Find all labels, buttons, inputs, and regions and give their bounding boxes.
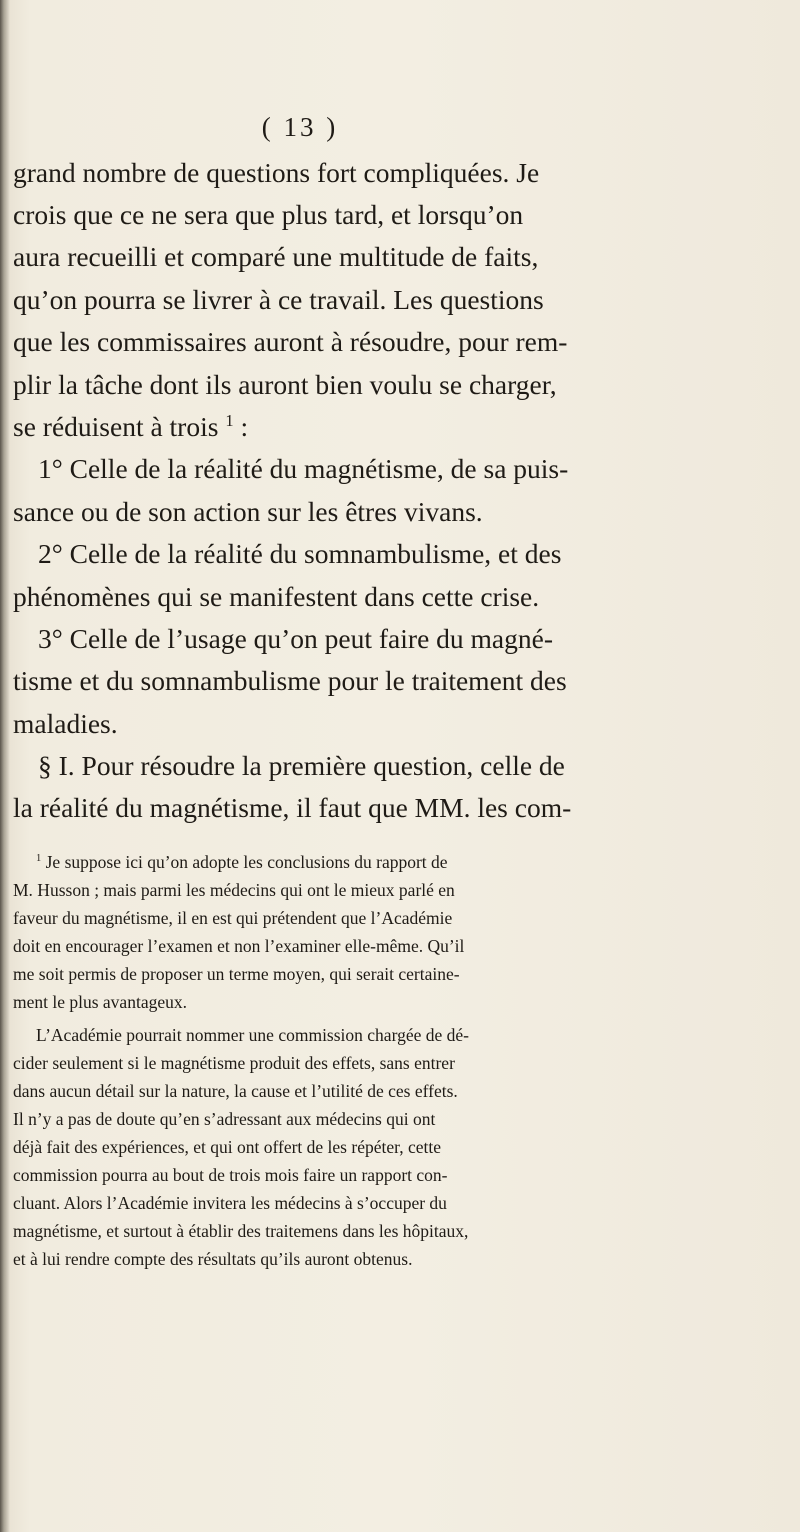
footnote-line: me soit permis de proposer un terme moyen, qui serait certaine- <box>13 964 460 984</box>
body-line: se réduisent à trois <box>13 411 219 442</box>
body-line: la réalité du magnétisme, il faut que MM. les com- <box>13 792 572 823</box>
footnote-line: commission pourra au bout de trois mois faire un rapport con- <box>13 1165 448 1185</box>
footnote-marker: 1 <box>36 853 42 865</box>
body-line: crois que ce ne sera que plus tard, et lorsqu’on <box>13 199 524 230</box>
footnote-line: L’Académie pourrait nommer une commission chargée de dé- <box>36 1025 469 1045</box>
body-line: 1° Celle de la réalité du magnétisme, de sa puis- <box>38 453 569 484</box>
footnote-line: doit en encourager l’examen et non l’examiner elle-même. Qu’il <box>13 936 465 956</box>
footnote-line: et à lui rendre compte des résultats qu’ils auront obtenus. <box>13 1249 413 1269</box>
body-line: grand nombre de questions fort compliquées. Je <box>13 157 540 188</box>
footnote-reference[interactable]: 1 <box>225 410 234 430</box>
footnote-line: Il n’y a pas de doute qu’en s’adressant aux médecins qui ont <box>13 1109 436 1129</box>
footnote-line: dans aucun détail sur la nature, la cause et l’utilité de ces effets. <box>13 1081 458 1101</box>
body-line: maladies. <box>13 708 118 739</box>
footnote-line: déjà fait des expériences, et qui ont offert de les répéter, cette <box>13 1137 442 1157</box>
footnote-line: faveur du magnétisme, il en est qui prétendent que l’Académie <box>13 908 453 928</box>
body-line: tisme et du somnambulisme pour le traitement des <box>13 665 567 696</box>
footnote-line: Je suppose ici qu’on adopte les conclusions du rapport de <box>45 852 448 872</box>
body-line: 3° Celle de l’usage qu’on peut faire du magné- <box>38 623 553 654</box>
footnote-line-with-marker <box>36 851 448 873</box>
section-heading-line: § I. Pour résoudre la première question, celle de <box>38 750 565 781</box>
body-line: qu’on pourra se livrer à ce travail. Les questions <box>13 284 544 315</box>
footnote-line: cluant. Alors l’Académie invitera les médecins à s’occuper du <box>13 1193 447 1213</box>
page-gutter-shadow <box>0 0 10 1532</box>
page-number: ( 13 ) <box>261 112 339 142</box>
footnote-line: magnétisme, et surtout à établir des traitemens dans les hôpitaux, <box>13 1221 469 1241</box>
footnote-line: M. Husson ; mais parmi les médecins qui ont le mieux parlé en <box>13 880 455 900</box>
body-line-with-footnote-ref <box>13 412 248 442</box>
footnote-line: cider seulement si le magnétisme produit des effets, sans entrer <box>13 1053 455 1073</box>
body-line: phénomènes qui se manifestent dans cette crise. <box>13 581 540 612</box>
body-line: aura recueilli et comparé une multitude de faits, <box>13 241 539 272</box>
body-line: que les commissaires auront à résoudre, pour rem- <box>13 326 568 357</box>
body-line: sance ou de son action sur les êtres vivans. <box>13 496 483 527</box>
body-line-suffix: : <box>240 411 249 442</box>
body-line: 2° Celle de la réalité du somnambulisme, et des <box>38 538 562 569</box>
body-line: plir la tâche dont ils auront bien voulu se charger, <box>13 369 557 400</box>
footnote-line: ment le plus avantageux. <box>13 992 187 1012</box>
